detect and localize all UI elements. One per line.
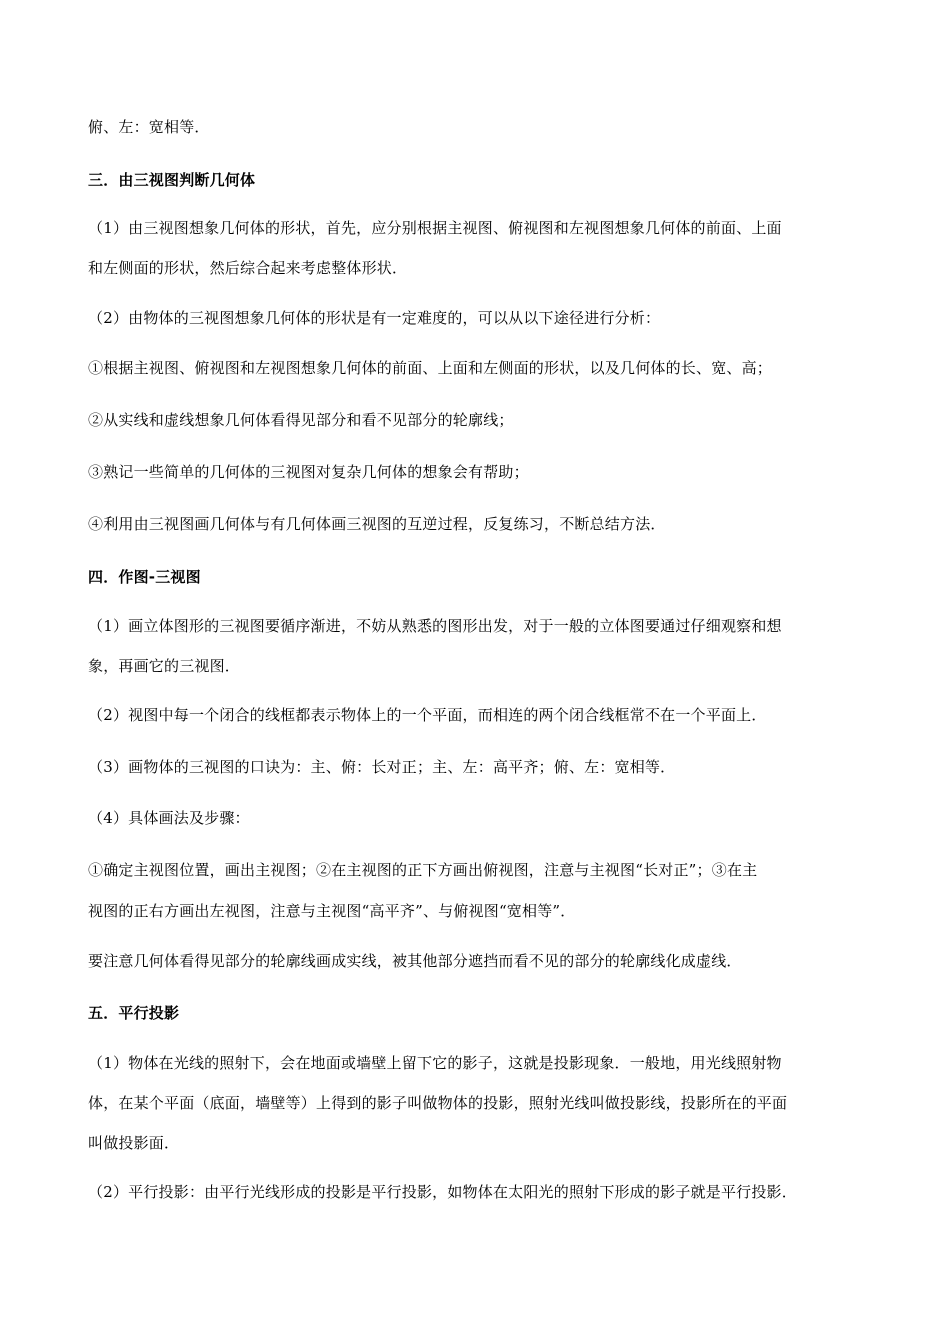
list-item: ①确定主视图位置，画出主视图；②在主视图的正下方画出俯视图，注意与主视图“长对正”；③在主 xyxy=(88,861,758,879)
section-heading-3: 三．由三视图判断几何体 xyxy=(88,171,256,189)
list-item: ②从实线和虚线想象几何体看得见部分和看不见部分的轮廓线； xyxy=(88,411,514,429)
text-line: 和左侧面的形状，然后综合起来考虑整体形状． xyxy=(88,259,408,277)
text-line: （2）视图中每一个闭合的线框都表示物体上的一个平面，而相连的两个闭合线框常不在一个平面上． xyxy=(88,706,767,724)
text-line: 象，再画它的三视图． xyxy=(88,657,241,675)
text-line: （1）画立体图形的三视图要循序渐进，不妨从熟悉的图形出发，对于一般的立体图要通过仔细观察和想 xyxy=(88,617,782,635)
text-line: （1）物体在光线的照射下，会在地面或墙壁上留下它的影子，这就是投影现象．一般地，用光线照射物 xyxy=(88,1054,782,1072)
section-heading-5: 五．平行投影 xyxy=(88,1004,180,1022)
text-line: （2）由物体的三视图想象几何体的形状是有一定难度的，可以从以下途径进行分析： xyxy=(88,309,661,327)
text-line: 体，在某个平面（底面，墙壁等）上得到的影子叫做物体的投影，照射光线叫做投影线，投影所在的平面 xyxy=(88,1094,788,1112)
text-line: （3）画物体的三视图的口诀为：主、俯：长对正；主、左：高平齐；俯、左：宽相等． xyxy=(88,758,676,776)
text-line: （1）由三视图想象几何体的形状，首先，应分别根据主视图、俯视图和左视图想象几何体的前面、上面 xyxy=(88,219,782,237)
list-item: ③熟记一些简单的几何体的三视图对复杂几何体的想象会有帮助； xyxy=(88,463,529,481)
list-item: 视图的正右方画出左视图，注意与主视图“高平齐”、与俯视图“宽相等”． xyxy=(88,902,576,920)
text-line: （4）具体画法及步骤： xyxy=(88,809,250,827)
text-line: 要注意几何体看得见部分的轮廓线画成实线，被其他部分遮挡而看不见的部分的轮廓线化成虚线． xyxy=(88,952,742,970)
text-line: 俯、左：宽相等． xyxy=(88,118,210,136)
section-heading-4: 四．作图-三视图 xyxy=(88,568,201,586)
list-item: ①根据主视图、俯视图和左视图想象几何体的前面、上面和左侧面的形状，以及几何体的长、宽、高； xyxy=(88,359,773,377)
text-line: （2）平行投影：由平行光线形成的投影是平行投影，如物体在太阳光的照射下形成的影子就是平行投影． xyxy=(88,1183,797,1201)
text-line: 叫做投影面． xyxy=(88,1134,180,1152)
list-item: ④利用由三视图画几何体与有几何体画三视图的互逆过程，反复练习，不断总结方法． xyxy=(88,515,666,533)
